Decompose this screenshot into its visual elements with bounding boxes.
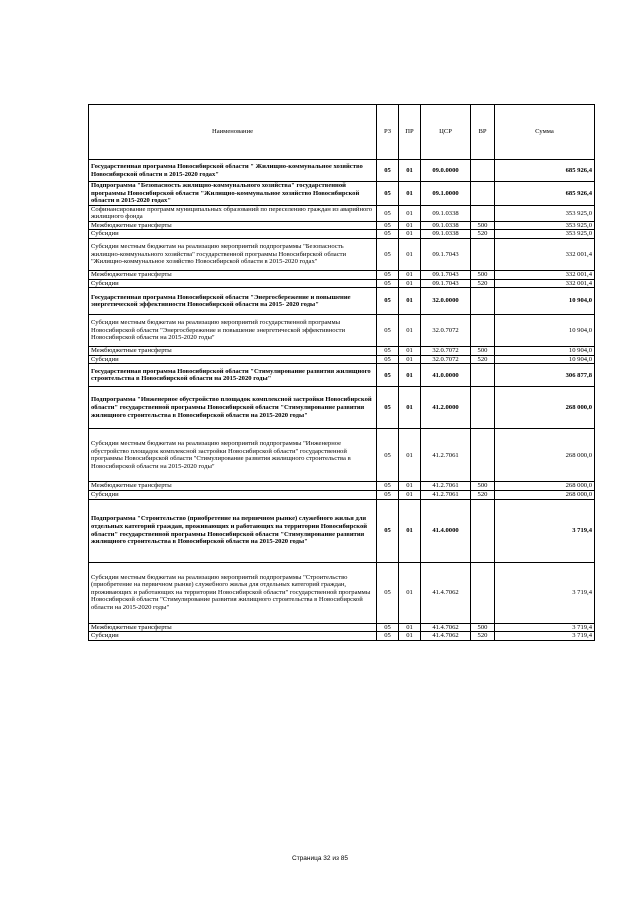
table-row [89, 315, 595, 347]
cell-name: Субсидии [89, 632, 377, 641]
cell-csr: 41.0.0000 [421, 364, 471, 387]
cell-name: Государственная программа Новосибирской области "Стимулирование развития жилищного строительства в Новосибирской области на 2015-2020 годы" [89, 364, 377, 387]
cell-name: Межбюджетные трансферты [89, 623, 377, 632]
table-row [89, 429, 595, 482]
cell-sum: 3 719,4 [495, 562, 595, 623]
cell-csr: 32.0.7072 [421, 347, 471, 356]
table-row [89, 347, 595, 356]
cell-csr: 32.0.7072 [421, 315, 471, 347]
cell-rz: 05 [377, 182, 399, 206]
header-vr: ВР [471, 105, 495, 160]
cell-sum: 10 904,0 [495, 355, 595, 364]
cell-vr: 520 [471, 230, 495, 239]
cell-name: Субсидии местным бюджетам на реализацию мероприятий подпрограммы "Инженерное обустройство площадок комплексной застройки Новосибирской области" государственной программы Новосибирской области "Стимулирование развития жилищного строительства в Новосибирской области на 2015-2020 годы" [89, 429, 377, 482]
cell-vr [471, 499, 495, 562]
cell-sum: 268 000,0 [495, 429, 595, 482]
cell-rz: 05 [377, 490, 399, 499]
table-row [89, 387, 595, 429]
cell-vr [471, 429, 495, 482]
cell-vr: 500 [471, 347, 495, 356]
table-row [89, 482, 595, 491]
cell-sum: 306 877,8 [495, 364, 595, 387]
cell-vr [471, 160, 495, 182]
cell-pr: 01 [399, 160, 421, 182]
cell-csr: 41.4.7062 [421, 562, 471, 623]
cell-csr: 09.1.7043 [421, 279, 471, 288]
cell-pr: 01 [399, 490, 421, 499]
cell-pr: 01 [399, 239, 421, 271]
cell-rz: 05 [377, 205, 399, 221]
cell-vr: 500 [471, 271, 495, 280]
cell-vr: 500 [471, 482, 495, 491]
cell-vr: 520 [471, 279, 495, 288]
cell-sum: 3 719,4 [495, 623, 595, 632]
cell-csr: 41.4.0000 [421, 499, 471, 562]
cell-csr: 09.1.0338 [421, 205, 471, 221]
cell-name: Субсидии [89, 355, 377, 364]
header-name: Наименование [89, 105, 377, 160]
cell-csr: 09.1.0000 [421, 182, 471, 206]
cell-sum: 353 925,0 [495, 230, 595, 239]
cell-csr: 09.1.0338 [421, 230, 471, 239]
cell-rz: 05 [377, 562, 399, 623]
cell-csr: 09.1.7043 [421, 239, 471, 271]
cell-name: Субсидии [89, 490, 377, 499]
cell-sum: 353 925,0 [495, 221, 595, 230]
budget-table [88, 104, 595, 641]
cell-sum: 332 001,4 [495, 279, 595, 288]
table-row [89, 562, 595, 623]
cell-pr: 01 [399, 347, 421, 356]
cell-name: Субсидии местным бюджетам на реализацию мероприятий государственной программы Новосибирской области "Энергосбережение и повышение энергетической эффективности Новосибирской области на 2015-2020 годы" [89, 315, 377, 347]
table-row [89, 160, 595, 182]
cell-sum: 332 001,4 [495, 239, 595, 271]
cell-csr: 41.2.0000 [421, 387, 471, 429]
cell-csr: 32.0.7072 [421, 355, 471, 364]
cell-pr: 01 [399, 632, 421, 641]
cell-rz: 05 [377, 632, 399, 641]
cell-rz: 05 [377, 288, 399, 315]
cell-vr: 500 [471, 221, 495, 230]
cell-name: Государственная программа Новосибирской области "Энергосбережение и повышение энергетической эффективности Новосибирской области на 2015- 2020 годы" [89, 288, 377, 315]
cell-name: Государственная программа Новосибирской области " Жилищно-коммунальное хозяйство Новосибирской области в 2015-2020 годах" [89, 160, 377, 182]
cell-rz: 05 [377, 271, 399, 280]
cell-rz: 05 [377, 364, 399, 387]
table-row [89, 355, 595, 364]
cell-vr [471, 205, 495, 221]
cell-name: Межбюджетные трансферты [89, 347, 377, 356]
cell-csr: 09.1.7043 [421, 271, 471, 280]
cell-name: Подпрограмма "Безопасность жилищно-коммунального хозяйства" государственной программы Новосибирской области "Жилищно-коммунальное хозяйство Новосибирской области в 2015-2020 годах" [89, 182, 377, 206]
table-row [89, 205, 595, 221]
cell-name: Межбюджетные трансферты [89, 221, 377, 230]
cell-sum: 353 925,0 [495, 205, 595, 221]
cell-name: Подпрограмма "Инженерное обустройство площадок комплексной застройки Новосибирской области" государственной программы Новосибирской области "Стимулирование развития жилищного строительства в Новосибирской области на 2015-2020 годы" [89, 387, 377, 429]
cell-pr: 01 [399, 499, 421, 562]
cell-sum: 268 000,0 [495, 387, 595, 429]
cell-rz: 05 [377, 239, 399, 271]
cell-csr: 41.4.7062 [421, 632, 471, 641]
cell-pr: 01 [399, 562, 421, 623]
cell-sum: 268 000,0 [495, 482, 595, 491]
cell-rz: 05 [377, 429, 399, 482]
table-row [89, 221, 595, 230]
cell-csr: 41.2.7061 [421, 490, 471, 499]
cell-vr [471, 562, 495, 623]
table-row [89, 288, 595, 315]
cell-csr: 09.1.0338 [421, 221, 471, 230]
cell-vr: 500 [471, 623, 495, 632]
cell-pr: 01 [399, 205, 421, 221]
table-row [89, 239, 595, 271]
cell-sum: 685 926,4 [495, 182, 595, 206]
table-row [89, 279, 595, 288]
cell-name: Подпрограмма "Строительство (приобретение на первичном рынке) служебного жилья для отдельных категорий граждан, проживающих и работающих на территории Новосибирской области" государственной программы Новосибирской области "Стимулирование развития жилищного строительства в Новосибирской области на 2015-2020 годы" [89, 499, 377, 562]
cell-name: Субсидии местным бюджетам на реализацию мероприятий подпрограммы "Безопасность жилищно-коммунального хозяйства" государственной программы Новосибирской области "Жилищно-коммунальное хозяйство Новосибирской области в 2015-2020 годах" [89, 239, 377, 271]
cell-sum: 685 926,4 [495, 160, 595, 182]
cell-pr: 01 [399, 315, 421, 347]
cell-rz: 05 [377, 482, 399, 491]
cell-sum: 3 719,4 [495, 632, 595, 641]
cell-sum: 10 904,0 [495, 347, 595, 356]
table-header-row [89, 105, 595, 160]
cell-vr [471, 182, 495, 206]
cell-name: Софинансирование программ муниципальных образований по переселению граждан из аварийного жилищного фонда [89, 205, 377, 221]
cell-vr: 520 [471, 632, 495, 641]
cell-name: Субсидии [89, 230, 377, 239]
cell-vr: 520 [471, 490, 495, 499]
cell-csr: 09.0.0000 [421, 160, 471, 182]
cell-csr: 41.2.7061 [421, 429, 471, 482]
table-row [89, 271, 595, 280]
header-rz: РЗ [377, 105, 399, 160]
cell-rz: 05 [377, 623, 399, 632]
cell-vr [471, 288, 495, 315]
table-row [89, 499, 595, 562]
cell-name: Субсидии [89, 279, 377, 288]
table-body [89, 160, 595, 641]
cell-rz: 05 [377, 315, 399, 347]
cell-pr: 01 [399, 288, 421, 315]
cell-sum: 10 904,0 [495, 315, 595, 347]
cell-rz: 05 [377, 499, 399, 562]
cell-rz: 05 [377, 355, 399, 364]
cell-pr: 01 [399, 221, 421, 230]
cell-rz: 05 [377, 279, 399, 288]
cell-rz: 05 [377, 221, 399, 230]
table-row [89, 364, 595, 387]
cell-name: Межбюджетные трансферты [89, 271, 377, 280]
cell-name: Субсидии местным бюджетам на реализацию мероприятий подпрограммы "Строительство (приобретение на первичном рынке) служебного жилья для отдельных категорий граждан, проживающих и работающих на территории Новосибирской области" государственной программы Новосибирской области "Стимулирование развития жилищного строительства в Новосибирской области на 2015-2020 годы" [89, 562, 377, 623]
cell-pr: 01 [399, 271, 421, 280]
table-row [89, 623, 595, 632]
cell-sum: 268 000,0 [495, 490, 595, 499]
cell-pr: 01 [399, 429, 421, 482]
cell-sum: 332 001,4 [495, 271, 595, 280]
cell-pr: 01 [399, 364, 421, 387]
cell-rz: 05 [377, 230, 399, 239]
cell-vr [471, 315, 495, 347]
cell-csr: 41.2.7061 [421, 482, 471, 491]
cell-sum: 3 719,4 [495, 499, 595, 562]
cell-vr: 520 [471, 355, 495, 364]
header-csr: ЦСР [421, 105, 471, 160]
cell-pr: 01 [399, 387, 421, 429]
cell-rz: 05 [377, 387, 399, 429]
header-pr: ПР [399, 105, 421, 160]
cell-name: Межбюджетные трансферты [89, 482, 377, 491]
cell-pr: 01 [399, 355, 421, 364]
cell-csr: 41.4.7062 [421, 623, 471, 632]
cell-vr [471, 364, 495, 387]
table-row [89, 230, 595, 239]
table-row [89, 182, 595, 206]
cell-pr: 01 [399, 482, 421, 491]
page-number: Страница 32 из 85 [292, 855, 348, 862]
table-row [89, 632, 595, 641]
cell-csr: 32.0.0000 [421, 288, 471, 315]
cell-vr [471, 387, 495, 429]
cell-pr: 01 [399, 182, 421, 206]
cell-vr [471, 239, 495, 271]
table-row [89, 490, 595, 499]
header-sum: Сумма [495, 105, 595, 160]
cell-pr: 01 [399, 623, 421, 632]
cell-rz: 05 [377, 347, 399, 356]
cell-pr: 01 [399, 279, 421, 288]
cell-rz: 05 [377, 160, 399, 182]
cell-sum: 10 904,0 [495, 288, 595, 315]
cell-pr: 01 [399, 230, 421, 239]
